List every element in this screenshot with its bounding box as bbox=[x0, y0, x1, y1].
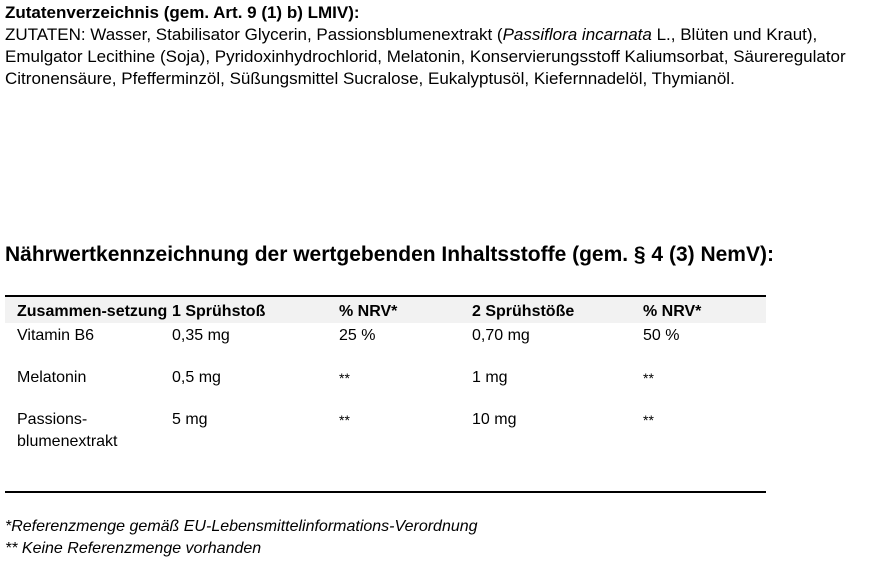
footnotes bbox=[5, 516, 478, 560]
header-component: Zusammen-setzung bbox=[17, 303, 168, 320]
table-row bbox=[5, 407, 766, 453]
footnote-no-reference: ** Keine Referenzmenge vorhanden bbox=[5, 540, 262, 557]
row-one-spray: 0,35 mg bbox=[172, 327, 230, 344]
footnote-reference: *Referenzmenge gemäß EU-Lebensmittelinformations-Verordnung bbox=[5, 518, 478, 535]
ingredients-heading: Zutatenverzeichnis (gem. Art. 9 (1) b) LMIV): bbox=[5, 3, 360, 22]
table-bottom-rule bbox=[5, 491, 766, 493]
row-two-sprays: 0,70 mg bbox=[472, 327, 530, 344]
ingredients-section bbox=[5, 2, 867, 90]
row-two-sprays: 10 mg bbox=[472, 411, 517, 428]
nutrition-title: Nährwertkennzeichnung der wertgebenden Inhaltsstoffe (gem. § 4 (3) NemV): bbox=[5, 243, 774, 266]
row-nrv-1: 25 % bbox=[339, 327, 376, 344]
row-nrv-2: ** bbox=[643, 370, 654, 386]
row-one-spray: 0,5 mg bbox=[172, 369, 221, 386]
row-nrv-2: ** bbox=[643, 412, 654, 428]
header-one-spray: 1 Sprühstoß bbox=[172, 303, 266, 320]
row-nrv-1: ** bbox=[339, 370, 350, 386]
row-component: Vitamin B6 bbox=[17, 327, 95, 344]
row-two-sprays: 1 mg bbox=[472, 369, 508, 386]
header-nrv-1: % NRV* bbox=[339, 303, 398, 320]
table-row bbox=[5, 323, 766, 365]
table-header-row bbox=[5, 297, 766, 323]
row-nrv-1: ** bbox=[339, 412, 350, 428]
row-one-spray: 5 mg bbox=[172, 411, 208, 428]
row-component: Passions-blumenextrakt bbox=[17, 411, 118, 450]
header-nrv-2: % NRV* bbox=[643, 303, 702, 320]
row-component: Melatonin bbox=[17, 369, 87, 386]
row-nrv-2: 50 % bbox=[643, 327, 680, 344]
ingredients-text-prefix: ZUTATEN: Wasser, Stabilisator Glycerin, Passionsblumenextrakt ( bbox=[5, 25, 503, 44]
header-two-sprays: 2 Sprühstöße bbox=[472, 303, 575, 320]
nutrition-table bbox=[5, 297, 766, 453]
table-row bbox=[5, 365, 766, 407]
nutrition-table-container bbox=[5, 295, 766, 453]
ingredients-latin-name: Passiflora incarnata bbox=[502, 25, 652, 44]
ingredients-text-suffix: L., Blüten und Kraut), Emulgator Lecithine (Soja), Pyridoxinhydrochlorid, Melatonin, Konservierungsstoff Kaliumsorbat, Säureregulator Citronensäure, Pfefferminzöl, Süßungsmittel Sucralose, Eukalyptusöl, Kiefernnadelöl, Thymianöl. bbox=[5, 25, 846, 88]
